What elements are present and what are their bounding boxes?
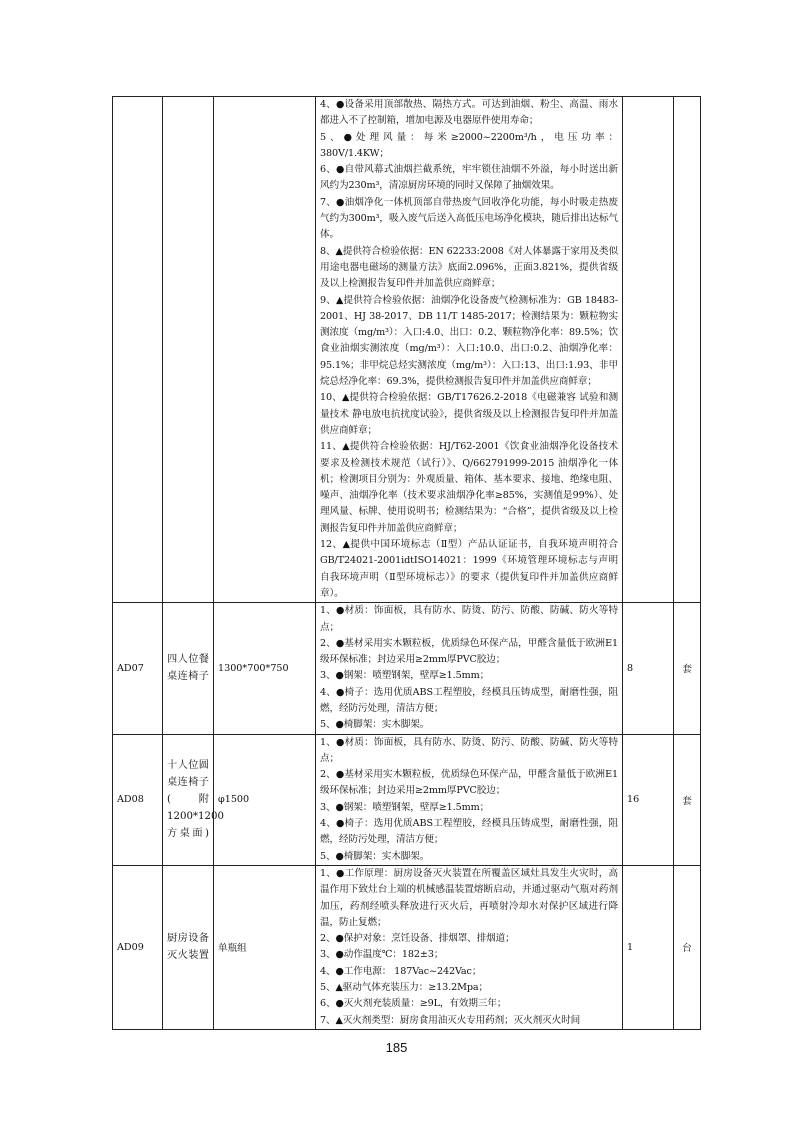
item-unit-cell: 套 bbox=[674, 734, 701, 865]
description-line: 9、▲提供符合检验依据：油烟净化设备废气检测标准为：GB 18483-2001、HJ 38-2017、DB 11/T 1485-2017；检测结果为：颗粒物实测浓度（mg/m³）：入口:4.0、出口：0.2、颗粒物净化率：89.5%；饮食业油烟实测浓度（mg/m³）：入口:10.0、出口:0.2、油烟净化率：95.1%；非甲烷总烃实测浓度（mg/m³）：入口:13、出口:1.93、非甲烷总烃净化率：69.3%，提供检测报告复印件并加盖供应商鲜章； bbox=[320, 294, 618, 388]
description-line: 5、▲驱动气体充装压力：≥13.2Mpa； bbox=[320, 982, 488, 994]
item-id-cell: AD07 bbox=[113, 603, 163, 734]
description-line: 2、●保护对象：烹饪设备、排烟罩、排烟道； bbox=[320, 933, 515, 945]
item-description-cell bbox=[316, 734, 623, 865]
item-description-cell bbox=[316, 97, 623, 603]
description-line: 12、▲提供中国环境标志（Ⅱ型）产品认证证书，自我环境声明符合GB/T24021-2001idtISO14021：1999《环境管理环境标志与声明自我环境声明（Ⅱ型环境标志）》的要求（提供复印件并加盖供应商鲜章）。 bbox=[320, 539, 618, 599]
item-quantity-cell: 1 bbox=[623, 865, 674, 1029]
item-id-cell: AD09 bbox=[113, 865, 163, 1029]
item-spec-cell: 单瓶组 bbox=[214, 865, 316, 1029]
item-unit-cell: 套 bbox=[674, 603, 701, 734]
description-line: 5、●椅脚架：实木脚架。 bbox=[320, 719, 430, 731]
item-spec-cell: 1300*700*750 bbox=[214, 603, 316, 734]
description-line: 1、●工作原理：厨房设备灭火装置在所覆盖区域灶具发生火灾时，高温作用下致灶台上端的机械感温装置熔断启动，并通过驱动气瓶对药剂加压，药剂经喷头释放进行灭火后，再喷射冷却水对保护区域进行降温，防止复燃； bbox=[320, 867, 618, 928]
description-line: 6、●自带风幕式油烟拦截系统，牢牢锁住油烟不外溢，每小时送出新风约为230m³，清凉厨房环境的同时又保障了抽烟效果。 bbox=[320, 164, 618, 192]
description-line: 6、●灭火剂充装质量：≥9L，有效期三年； bbox=[320, 998, 507, 1010]
description-line: 10、▲提供符合检验依据：GB/T17626.2-2018《电磁兼容 试验和测量技术 静电放电抗扰度试验》，提供省级及以上检测报告复印件并加盖供应商鲜章； bbox=[320, 392, 618, 436]
item-name-cell: 四人位餐桌连椅子 bbox=[163, 603, 214, 734]
description-line: 4、●椅子：选用优质ABS工程塑胶，经模具压铸成型，耐磨性强，阻燃，经防污处理，清洁方便； bbox=[320, 818, 618, 846]
item-name-cell: 十人位圆桌连椅子(附1200*1200方桌面) bbox=[163, 734, 214, 865]
page-number: 185 bbox=[385, 1040, 408, 1055]
description-line: 8、▲提供符合检验依据：EN 62233:2008《对人体暴露于家用及类似用途电器电磁场的测量方法》底面2.096%，正面3.821%，提供省级及以上检测报告复印件并加盖供应商鲜章； bbox=[320, 245, 618, 290]
item-description-cell bbox=[316, 865, 623, 1029]
description-line: 1、●材质：饰面板，具有防水、防烫、防污、防酸、防碱、防火等特点； bbox=[320, 605, 618, 633]
description-line: 5、●椅脚架：实木脚架。 bbox=[320, 850, 430, 862]
description-line: 3、●动作温度℃：182±3； bbox=[320, 949, 444, 961]
spec-table bbox=[112, 96, 701, 1030]
description-line: 4、●工作电源： 187Vac~242Vac； bbox=[320, 965, 482, 977]
table-row bbox=[113, 603, 701, 734]
description-line: 3、●钢架：喷塑钢架，壁厚≥1.5mm； bbox=[320, 801, 490, 813]
description-line: 2、●基材采用实木颗粒板，优质绿色环保产品，甲醛含量低于欧洲E1级环保标准；封边采用≥2mm厚PVC胶边； bbox=[320, 637, 618, 666]
table-row bbox=[113, 734, 701, 865]
description-line: 3、●钢架：喷塑钢架，壁厚≥1.5mm； bbox=[320, 670, 490, 682]
description-line: 1、●材质：饰面板，具有防水、防烫、防污、防酸、防碱、防火等特点； bbox=[320, 736, 618, 764]
description-line: 4、●椅子：选用优质ABS工程塑胶，经模具压铸成型，耐磨性强，阻燃，经防污处理，清洁方便； bbox=[320, 686, 618, 714]
item-spec-cell bbox=[214, 97, 316, 603]
item-quantity-cell bbox=[623, 97, 674, 603]
item-quantity-cell: 8 bbox=[623, 603, 674, 734]
description-line: 2、●基材采用实木颗粒板，优质绿色环保产品，甲醛含量低于欧洲E1级环保标准；封边采用≥2mm厚PVC胶边； bbox=[320, 769, 618, 797]
item-id-cell bbox=[113, 97, 163, 603]
item-quantity-cell: 16 bbox=[623, 734, 674, 865]
table-row bbox=[113, 865, 701, 1029]
description-line: 4、●设备采用顶部散热、隔热方式。可达到油烟、粉尘、高温、雨水都进入不了控制箱，增加电源及电器原件使用寿命； bbox=[320, 99, 618, 127]
description-line: 7、▲灭火剂类型：厨房食用油灭火专用药剂；灭火剂灭火时间 bbox=[320, 1014, 581, 1026]
item-unit-cell: 台 bbox=[674, 865, 701, 1029]
item-description-cell bbox=[316, 603, 623, 734]
table-row bbox=[113, 97, 701, 603]
description-line: 7、●油烟净化一体机顶部自带热废气回收净化功能，每小时吸走热废气约为300m³，吸入废气后送入高低压电场净化模块，随后排出达标气体。 bbox=[320, 196, 618, 241]
description-line: 11、▲提供符合检验依据：HJ/T62-2001《饮食业油烟净化设备技术要求及检测技术规范（试行）》、Q/662791999-2015 油烟净化一体机；检测项目分别为：外观质量、箱体、基本要求、接地、绝缘电阻、噪声、油烟净化率（技术要求油烟净化率≥85%，实测值是99%）、处理风量、标牌、使用说明书；检测结果为：“合格”，提供省级及以上检测报告复印件并加盖供应商鲜章； bbox=[320, 441, 618, 534]
item-name-cell bbox=[163, 97, 214, 603]
item-id-cell: AD08 bbox=[113, 734, 163, 865]
item-unit-cell bbox=[674, 97, 701, 603]
item-name-cell: 厨房设备灭火装置 bbox=[163, 865, 214, 1029]
description-line: 5、●处理风量：每米≥2000~2200m³/h，电压功率：380V/1.4KW； bbox=[320, 131, 618, 159]
item-spec-cell: φ1500 bbox=[214, 734, 316, 865]
